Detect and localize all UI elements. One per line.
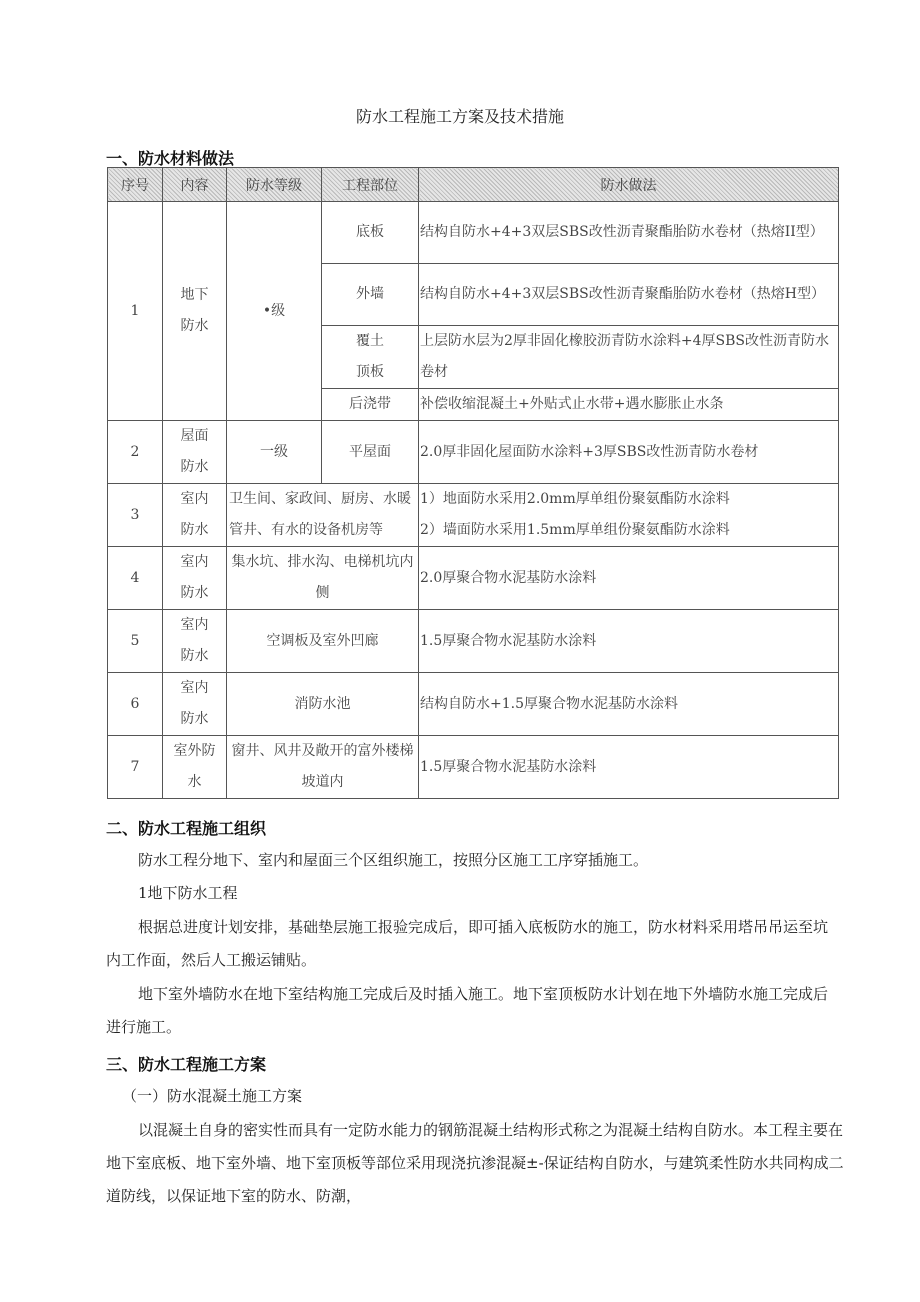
row-method: 1.5厚聚合物水泥基防水涂料 <box>419 736 839 799</box>
paragraph: 根据总进度计划安排，基础垫层施工报验完成后，即可插入底板防水的施工，防水材料采用塔吊吊运至坑内工作面，然后人工搬运铺贴。 <box>106 918 829 969</box>
row-content: 室内 防水 <box>163 673 227 736</box>
table-header-row <box>108 168 839 202</box>
row-method: 上层防水层为2厚非固化橡胶沥青防水涂料+4厚SBS改性沥青防水卷材 <box>419 326 839 389</box>
row-part: 集水坑、排水沟、电梯机坑内侧 <box>227 547 419 610</box>
row-content: 地下 防水 <box>163 202 227 421</box>
table-row <box>108 610 839 673</box>
paragraph: 以混凝土自身的密实性而具有一定防水能力的钢筋混凝土结构形式称之为混凝土结构自防水。本工程主要在地下室底板、地下室外墙、地下室顶板等部位采用现浇抗渗混凝±-保证结构自防水，与建筑柔性防水共同构成二道防线，以保证地下室的防水、防潮， <box>106 1121 844 1205</box>
row-number: 7 <box>108 736 163 799</box>
row-method: 补偿收缩混凝土+外贴式止水带+遇水膨胀止水条 <box>419 389 839 421</box>
row-number: 4 <box>108 547 163 610</box>
paragraph: 地下室外墙防水在地下室结构施工完成后及时插入施工。地下室顶板防水计划在地下外墙防水施工完成后进行施工。 <box>106 985 829 1036</box>
row-content: 室外防 水 <box>163 736 227 799</box>
table-row <box>108 736 839 799</box>
row-content: 室内 防水 <box>163 484 227 547</box>
table-row <box>108 673 839 736</box>
row-content: 室内 防水 <box>163 547 227 610</box>
paragraph: 1地下防水工程 <box>138 884 238 902</box>
row-part: 平屋面 <box>322 421 419 484</box>
section-heading-2: 二、防水工程施工组织 <box>106 819 267 838</box>
header-cell: 工程部位 <box>322 168 419 202</box>
section-heading-3: 三、防水工程施工方案 <box>106 1055 267 1074</box>
row-grade: •级 <box>227 202 322 421</box>
paragraph: 防水工程分地下、室内和屋面三个区组织施工，按照分区施工工序穿插施工。 <box>138 851 649 869</box>
row-part: 底板 <box>322 202 419 264</box>
row-method: 结构自防水+4+3双层SBS改性沥青聚酯胎防水卷材（热熔II型） <box>419 202 839 264</box>
row-method: 2.0厚非固化屋面防水涂料+3厚SBS改性沥青防水卷材 <box>419 421 839 484</box>
row-method: 1）地面防水采用2.0mm厚单组份聚氨酯防水涂料 2）墙面防水采用1.5mm厚单组份聚氨酯防水涂料 <box>419 484 839 547</box>
section-heading-1: 一、防水材料做法 <box>106 149 235 168</box>
row-part: 后浇带 <box>322 389 419 421</box>
header-cell: 内容 <box>163 168 227 202</box>
row-part: 外墙 <box>322 264 419 326</box>
row-number: 5 <box>108 610 163 673</box>
table-row <box>108 421 839 484</box>
subsection-heading: （一）防水混凝土施工方案 <box>122 1087 303 1105</box>
table-row <box>108 484 839 547</box>
header-cell: 防水等级 <box>227 168 322 202</box>
row-grade: 一级 <box>227 421 322 484</box>
document-title: 防水工程施工方案及技术措施 <box>355 107 564 126</box>
row-content: 室内 防水 <box>163 610 227 673</box>
row-method: 结构自防水+1.5厚聚合物水泥基防水涂料 <box>419 673 839 736</box>
table-row <box>108 202 839 264</box>
header-cell: 序号 <box>108 168 163 202</box>
row-number: 6 <box>108 673 163 736</box>
row-part: 消防水池 <box>227 673 419 736</box>
row-method: 2.0厚聚合物水泥基防水涂料 <box>419 547 839 610</box>
row-number: 1 <box>108 202 163 421</box>
row-number: 2 <box>108 421 163 484</box>
row-part: 卫生间、家政间、厨房、水暖管井、有水的设备机房等 <box>227 484 419 547</box>
header-cell: 防水做法 <box>419 168 839 202</box>
row-part: 窗井、风井及敞开的富外楼梯坡道内 <box>227 736 419 799</box>
row-method: 结构自防水+4+3双层SBS改性沥青聚酯胎防水卷材（热熔H型） <box>419 264 839 326</box>
waterproof-materials-table <box>107 167 839 799</box>
row-part: 空调板及室外凹廊 <box>227 610 419 673</box>
row-method: 1.5厚聚合物水泥基防水涂料 <box>419 610 839 673</box>
table-row <box>108 547 839 610</box>
row-part: 覆土 顶板 <box>322 326 419 389</box>
row-number: 3 <box>108 484 163 547</box>
row-content: 屋面 防水 <box>163 421 227 484</box>
